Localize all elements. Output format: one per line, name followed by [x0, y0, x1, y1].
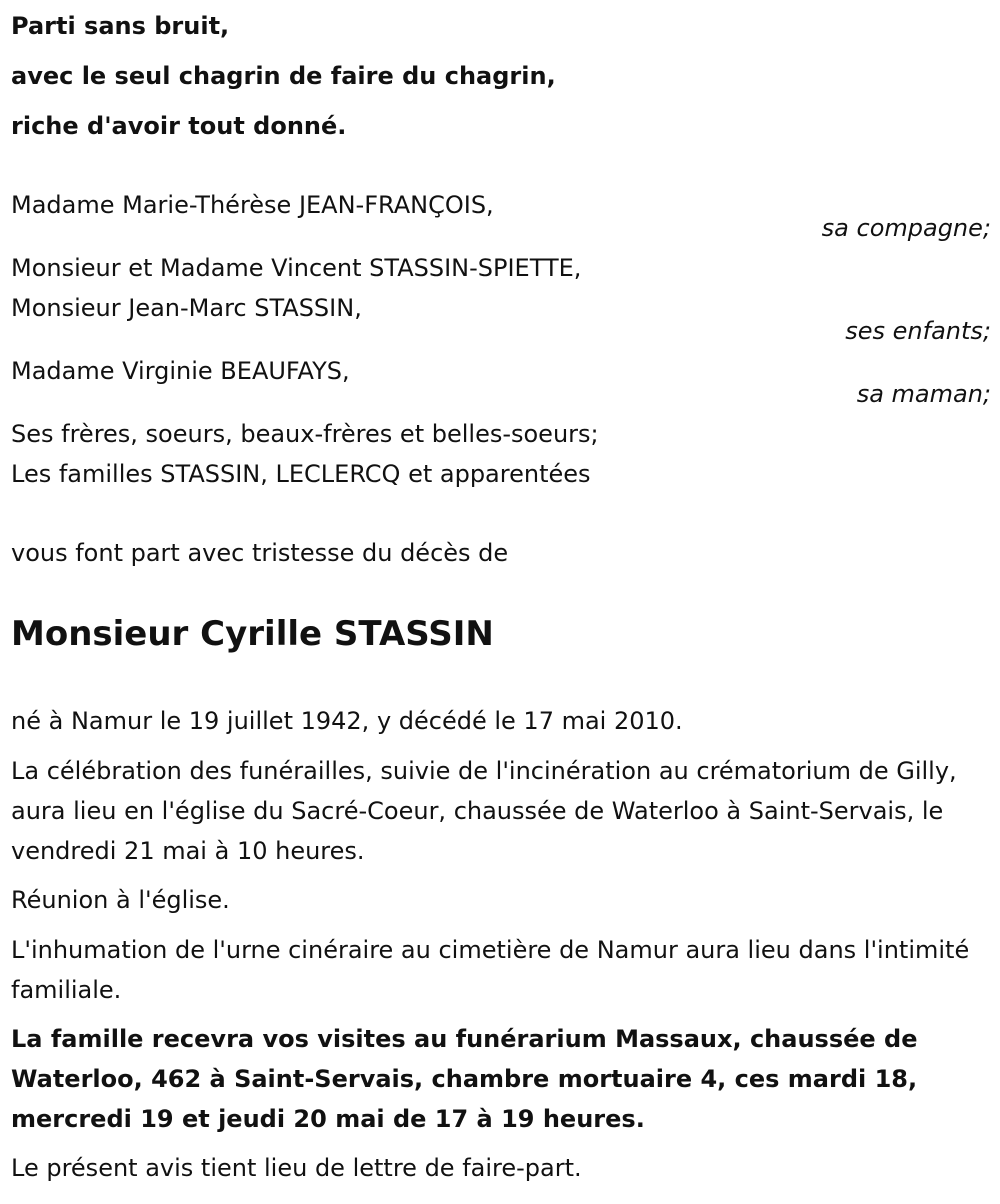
child-name-1: Monsieur et Madame Vincent STASSIN-SPIETTE, [11, 254, 582, 282]
children-role: ses enfants; [845, 317, 991, 345]
ceremony-paragraph: La célébration des funérailles, suivie de l'incinération au crématorium de Gilly, aura lieu en l'église du Sacré-Coeur, chaussée de Waterloo à Saint-Servais, le vendredi 21 mai à 10 heures. [11, 757, 957, 865]
notice-line: Le présent avis tient lieu de lettre de faire-part. [11, 1154, 582, 1182]
poem-line-1: Parti sans bruit, [11, 12, 230, 40]
burial-paragraph: L'inhumation de l'urne cinéraire au cimetière de Namur aura lieu dans l'intimité familiale. [11, 936, 970, 1004]
poem-line-3: riche d'avoir tout donné. [11, 112, 347, 140]
birth-death-line: né à Namur le 19 juillet 1942, y décédé le 17 mai 2010. [11, 707, 683, 735]
companion-role: sa compagne; [821, 214, 991, 242]
siblings-line: Ses frères, soeurs, beaux-frères et belles-soeurs; [11, 420, 599, 448]
families-line: Les familles STASSIN, LECLERCQ et apparentées [11, 460, 591, 488]
visits-paragraph: La famille recevra vos visites au funérarium Massaux, chaussée de Waterloo, 462 à Saint-Servais, chambre mortuaire 4, ces mardi 18, mercredi 19 et jeudi 20 mai de 17 à 19 heures. [11, 1025, 918, 1133]
poem-line-2: avec le seul chagrin de faire du chagrin, [11, 62, 556, 90]
meeting-line: Réunion à l'église. [11, 886, 230, 914]
deceased-name: Monsieur Cyrille STASSIN [11, 614, 494, 654]
companion-name: Madame Marie-Thérèse JEAN-FRANÇOIS, [11, 191, 494, 219]
mother-name: Madame Virginie BEAUFAYS, [11, 357, 350, 385]
announcement-intro: vous font part avec tristesse du décès de [11, 539, 509, 567]
mother-role: sa maman; [856, 380, 991, 408]
child-name-2: Monsieur Jean-Marc STASSIN, [11, 294, 362, 322]
